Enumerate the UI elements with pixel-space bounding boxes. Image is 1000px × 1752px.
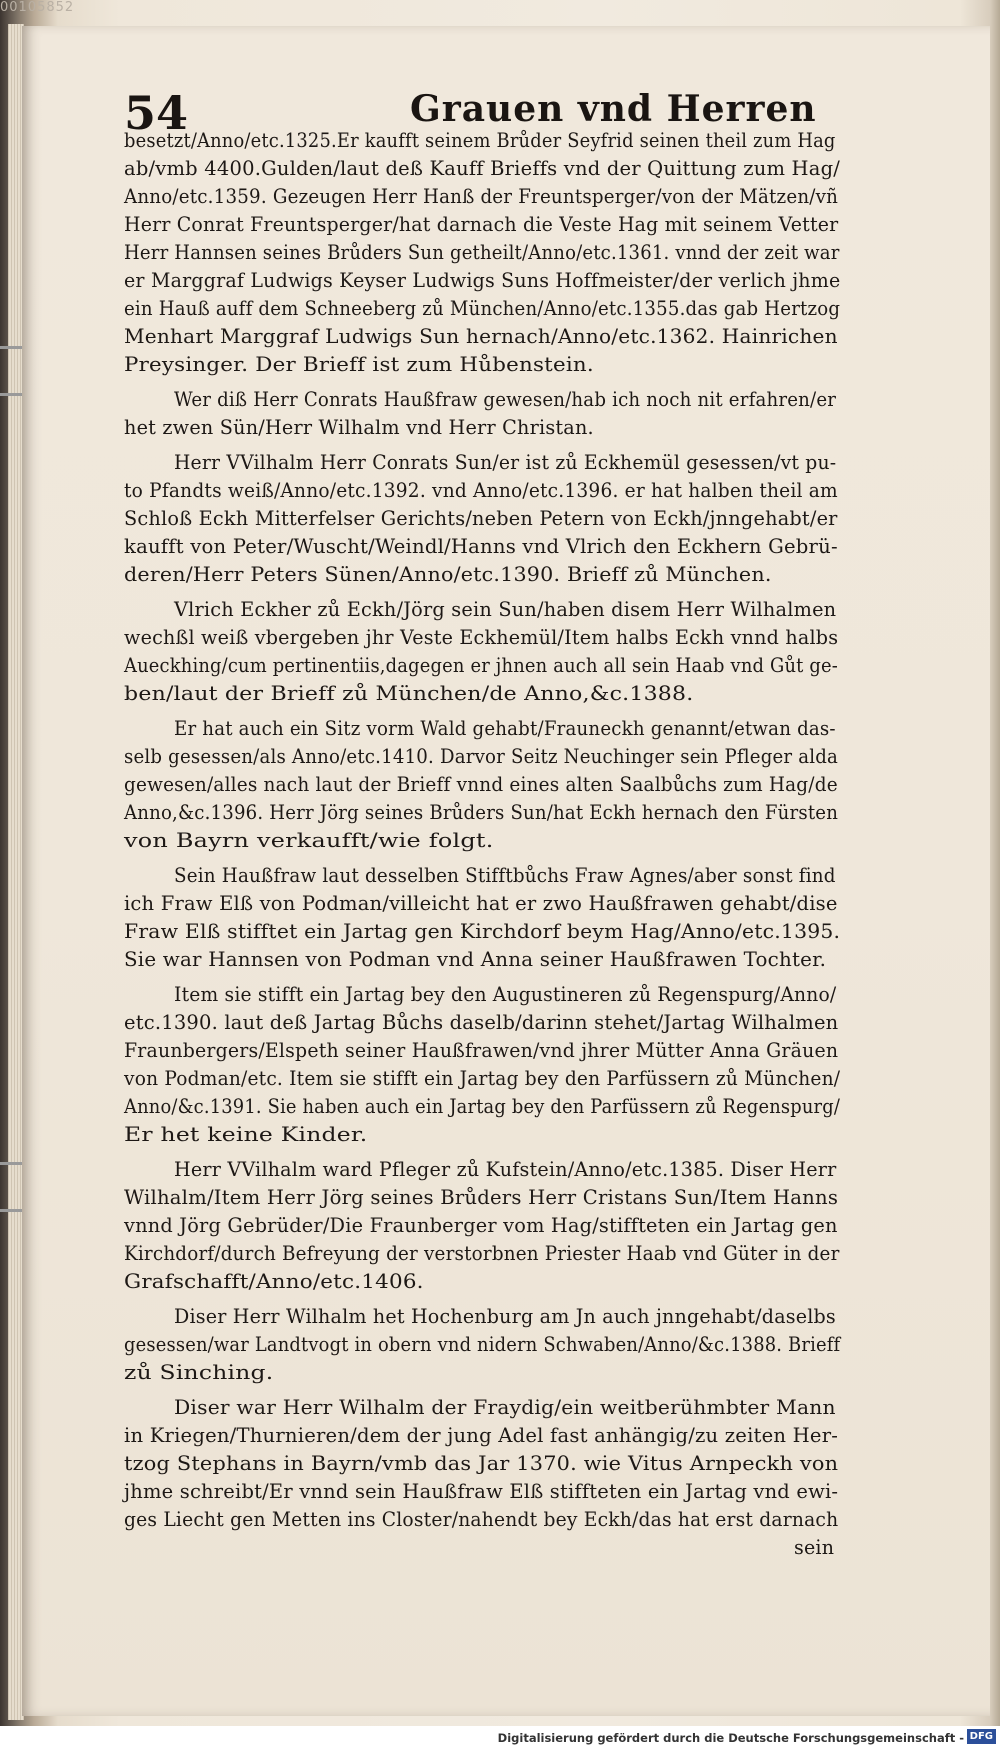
text-line: Diser war Herr Wilhalm der Fraydig/ein weitberühmbter Mann — [174, 1396, 836, 1419]
text-line: in Kriegen/Thurnieren/dem der jung Adel fast anhängig/zu zeiten Her- — [124, 1424, 839, 1447]
text-line: kaufft von Peter/Wuscht/Weindl/Hanns vnd Vlrich den Eckhern Gebrü- — [124, 535, 838, 558]
text-line: Anno/etc.1359. Gezeugen Herr Hanß der Freuntsperger/von der Mätzen/vñ — [124, 185, 839, 208]
text-line: Kirchdorf/durch Befreyung der verstorbnen Priester Haab vnd Güter in der — [124, 1242, 840, 1265]
text-line: wechßl weiß vbergeben jhr Veste Eckhemül/Item halbs Eckh vnnd halbs — [124, 626, 839, 649]
text-line: het zwen Sün/Herr Wilhalm vnd Herr Christan. — [124, 416, 594, 439]
text-line: etc.1390. laut deß Jartag Bůchs daselb/darinn stehet/Jartag Wilhalmen — [124, 1011, 839, 1034]
text-line: Anno/&c.1391. Sie haben auch ein Jartag bey den Parfüssern zů Regenspurg/ — [124, 1095, 841, 1118]
text-line: ab/vmb 4400.Gulden/laut deß Kauff Brieffs vnd der Quittung zum Hag/ — [124, 157, 841, 180]
text-line: gewesen/alles nach laut der Brieff vnnd eines alten Saalbůchs zum Hag/de — [124, 773, 838, 796]
text-line: Wilhalm/Item Herr Jörg seines Brůders Herr Cristans Sun/Item Hanns — [124, 1186, 839, 1209]
text-line: tzog Stephans in Bayrn/vmb das Jar 1370. wie Vitus Arnpeckh von — [124, 1452, 839, 1475]
text-line: Herr VVilhalm Herr Conrats Sun/er ist zů Eckhemül gesessen/vt pu- — [174, 451, 837, 474]
text-line: to Pfandts weiß/Anno/etc.1392. vnd Anno/etc.1396. er hat halben theil am — [124, 479, 838, 502]
text-line: Menhart Marggraf Ludwigs Sun hernach/Anno/etc.1362. Hainrichen — [124, 325, 838, 348]
text-line: von Podman/etc. Item sie stifft ein Jartag bey den Parfüssern zů München/ — [124, 1067, 841, 1090]
footer-credit: Digitalisierung gefördert durch die Deutsche Forschungsgemeinschaft - — [497, 1731, 964, 1745]
text-line: Schloß Eckh Mitterfelser Gerichts/neben Petern von Eckh/jnngehabt/er — [124, 507, 838, 530]
text-line: Herr VVilhalm ward Pfleger zů Kufstein/Anno/etc.1385. Diser Herr — [174, 1158, 837, 1181]
text-line: Wer diß Herr Conrats Haußfraw gewesen/hab ich noch nit erfahren/er — [174, 388, 837, 411]
text-line: Fraunbergers/Elspeth seiner Haußfrawen/vnd jhrer Mütter Anna Gräuen — [124, 1039, 839, 1062]
text-line: Er het keine Kinder. — [124, 1123, 368, 1146]
text-line: Vlrich Eckher zů Eckh/Jörg sein Sun/haben disem Herr Wilhalmen — [174, 598, 837, 621]
text-line: deren/Herr Peters Sünen/Anno/etc.1390. Brieff zů München. — [124, 563, 772, 586]
text-line: Anno,&c.1396. Herr Jörg seines Brůders Sun/hat Eckh hernach den Fürsten — [124, 801, 839, 824]
text-line: jhme schreibt/Er vnnd sein Haußfraw Elß stiffteten ein Jartag vnd ewi- — [124, 1480, 839, 1503]
text-line: Aueckhing/cum pertinentiis,dagegen er jhnen auch all sein Haab vnd Gůt ge- — [124, 654, 838, 677]
text-line: Sein Haußfraw laut desselben Stifftbůchs Fraw Agnes/aber sonst find — [174, 864, 836, 887]
catchword: sein — [794, 1536, 835, 1559]
text-line: zů Sinching. — [124, 1361, 274, 1384]
text-line: Diser Herr Wilhalm het Hochenburg am Jn auch jnngehabt/daselbs — [174, 1305, 836, 1328]
text-line: ges Liecht gen Metten ins Closter/nahendt bey Eckh/das hat erst darnach — [124, 1508, 839, 1531]
page-number: 54 — [124, 86, 189, 140]
text-line: er Marggraf Ludwigs Keyser Ludwigs Suns Hoffmeister/der verlich jhme — [124, 269, 841, 292]
text-line: vnnd Jörg Gebrüder/Die Fraunberger vom Hag/stiffteten ein Jartag gen — [124, 1214, 838, 1237]
text-line: Grafschafft/Anno/etc.1406. — [124, 1270, 424, 1293]
text-line: Herr Conrat Freuntsperger/hat darnach die Veste Hag mit seinem Vetter — [124, 213, 839, 236]
text-line: Er hat auch ein Sitz vorm Wald gehabt/Frauneckh genannt/etwan das- — [174, 717, 836, 740]
running-head: Grauen vnd Herren — [410, 88, 817, 130]
text-line: ein Hauß auff dem Schneeberg zů München/Anno/etc.1355.das gab Hertzog — [124, 297, 841, 320]
text-line: von Bayrn verkaufft/wie folgt. — [124, 829, 494, 852]
scan-number: 00105852 — [0, 0, 75, 15]
text-line: Herr Hannsen seines Brůders Sun getheilt/Anno/etc.1361. vnnd der zeit war — [124, 241, 840, 264]
text-line: ich Fraw Elß von Podman/villeicht hat er zwo Haußfrawen gehabt/dise — [124, 892, 838, 915]
text-line: Fraw Elß stifftet ein Jartag gen Kirchdorf beym Hag/Anno/etc.1395. — [124, 920, 841, 943]
text-line: besetzt/Anno/etc.1325.Er kaufft seinem Brůder Seyfrid seinen theil zum Hag — [124, 129, 836, 152]
text-line: gesessen/war Landtvogt in obern vnd nidern Schwaben/Anno/&c.1388. Brieff — [124, 1333, 841, 1356]
dfg-logo: DFG — [967, 1729, 996, 1744]
text-line: Preysinger. Der Brieff ist zum Hůbenstein. — [124, 353, 594, 376]
text-line: Sie war Hannsen von Podman vnd Anna seiner Haußfrawen Tochter. — [124, 948, 827, 971]
text-line: Item sie stifft ein Jartag bey den Augustineren zů Regenspurg/Anno/ — [174, 983, 837, 1006]
text-line: selb gesessen/als Anno/etc.1410. Darvor Seitz Neuchinger sein Pfleger alda — [124, 745, 839, 768]
text-line: ben/laut der Brieff zů München/de Anno,&c.1388. — [124, 682, 694, 705]
